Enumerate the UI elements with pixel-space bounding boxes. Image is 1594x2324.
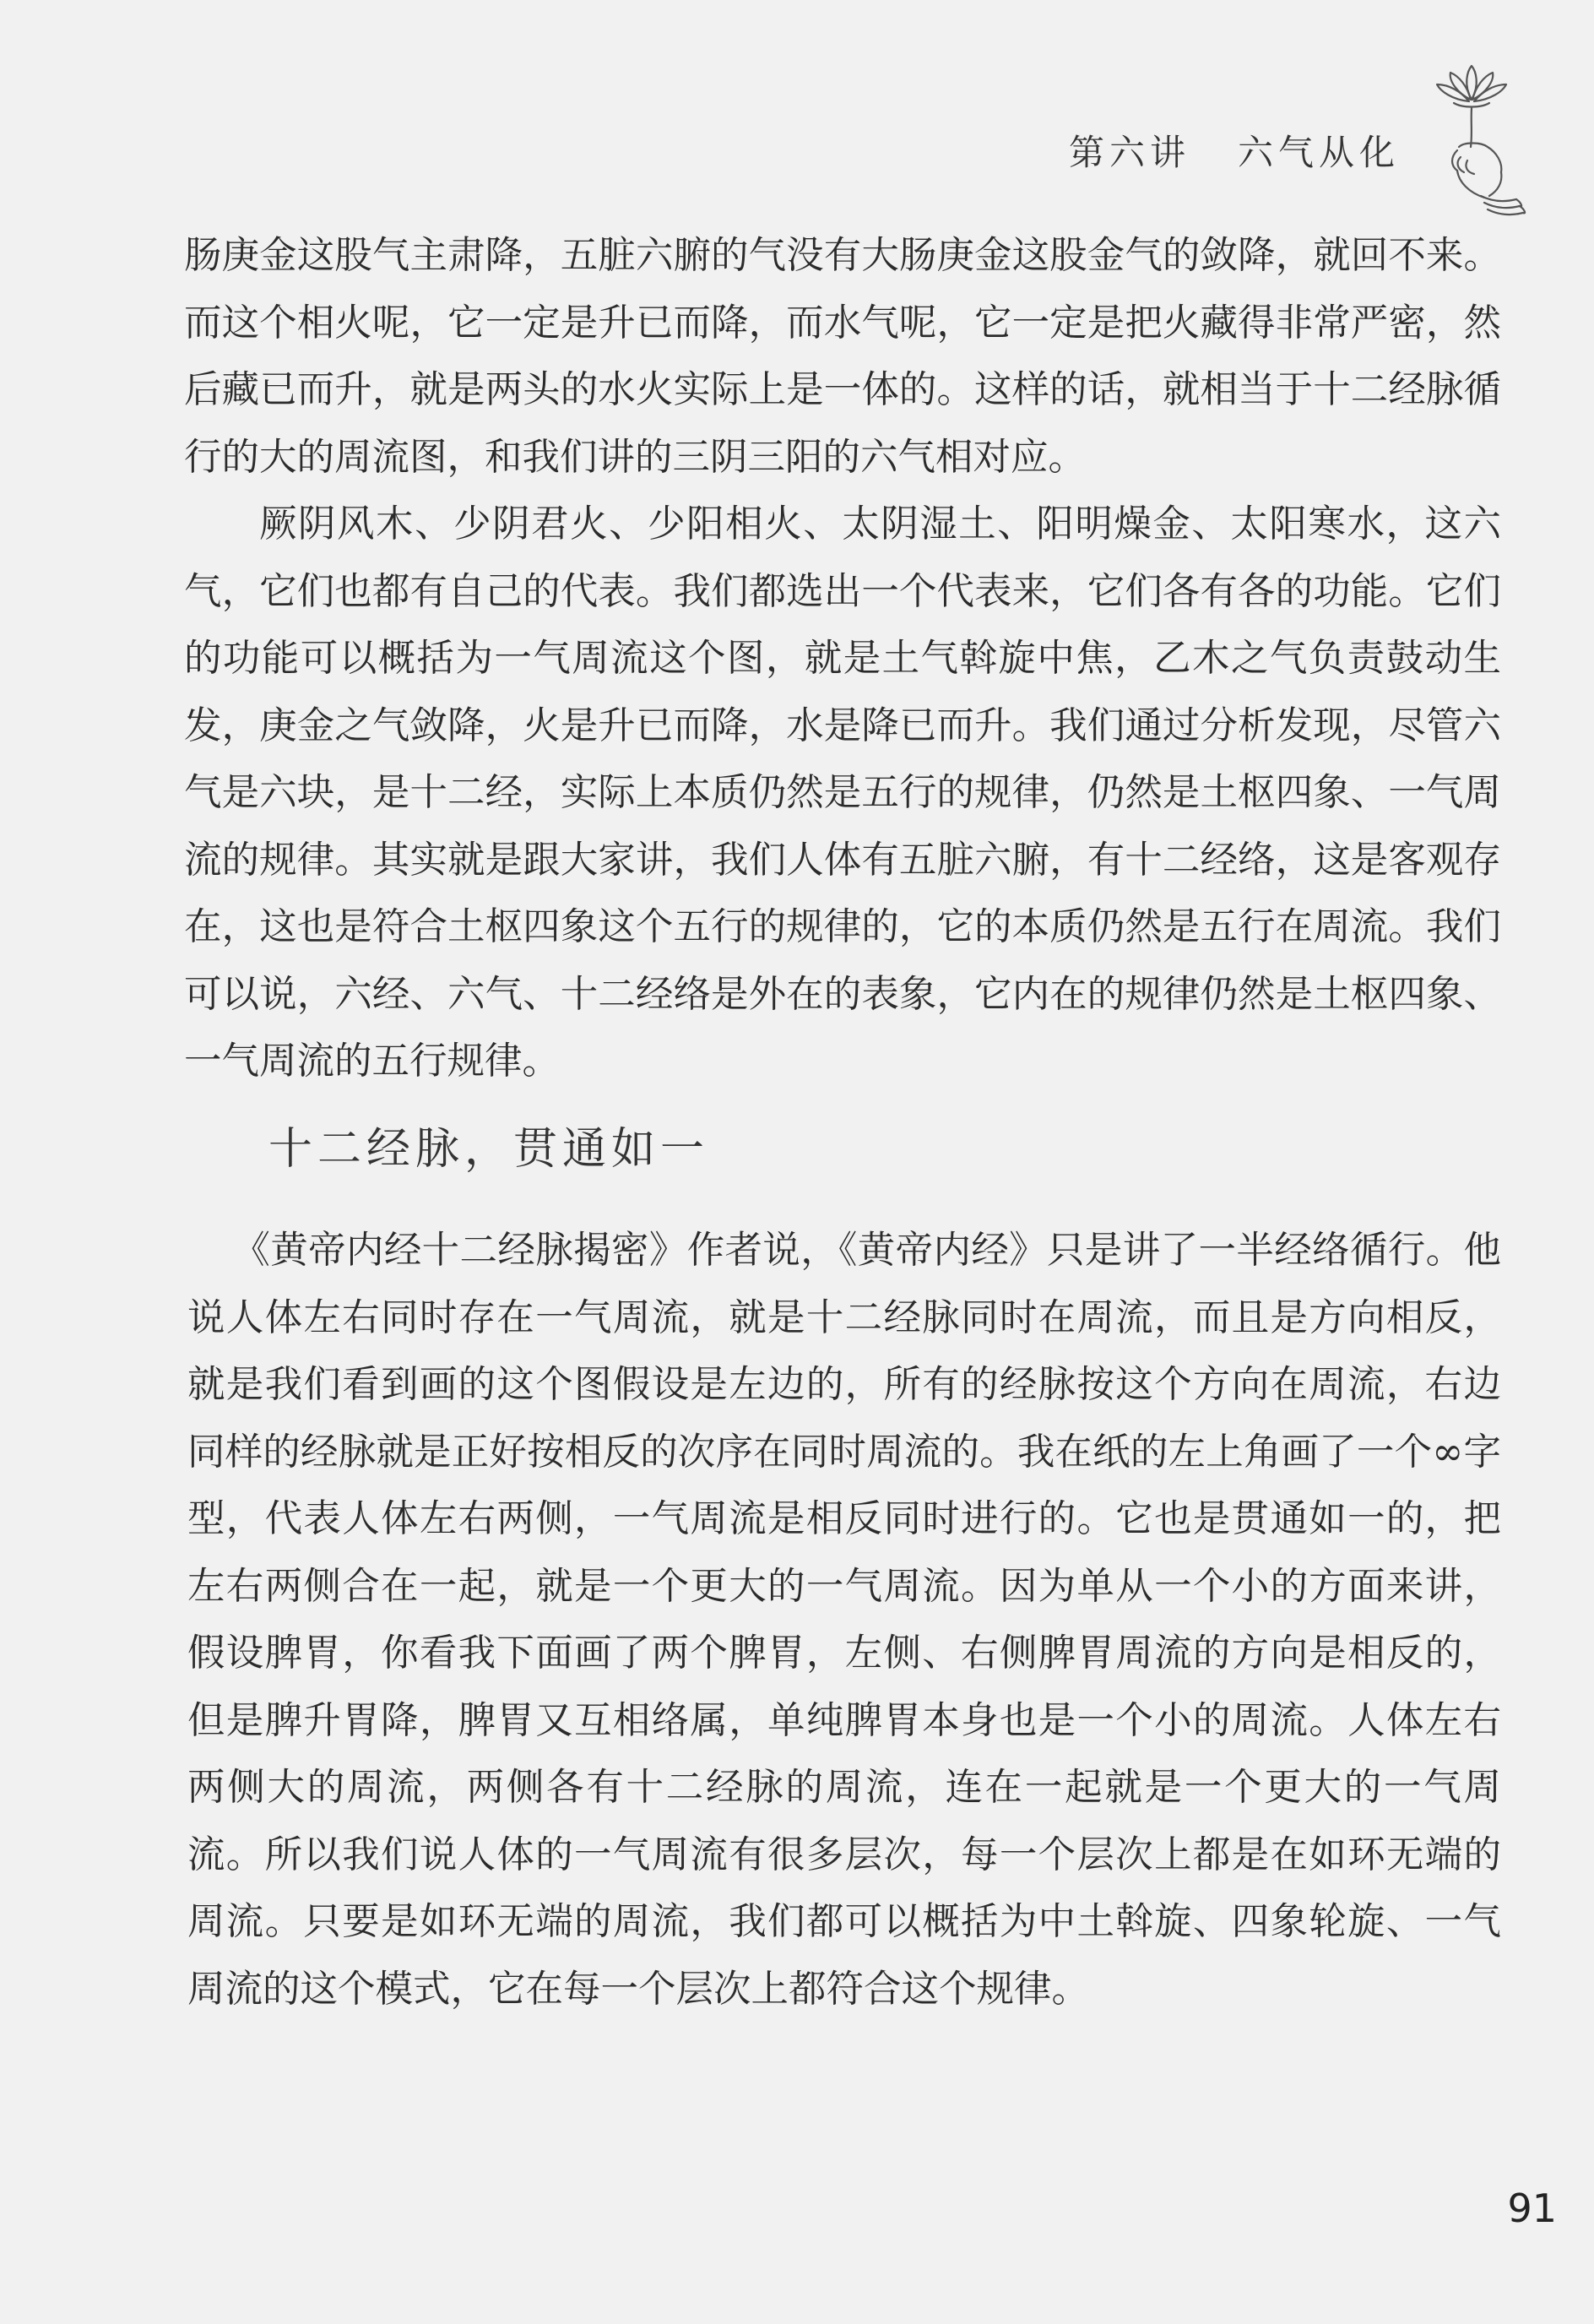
paragraph: 厥阴风木、少阴君火、少阳相火、太阴湿土、阳明燥金、太阳寒水，这六气，它们也都有自己的代表。我们都选出一个代表来，它们各有各的功能。它们的功能可以概括为一气周流这个图，就是土气斡旋中焦，乙木之气负责鼓动生发，庚金之气敛降，火是升已而降，水是降已而升。我们通过分析发现，尽管六气是六块，是十二经，实际上本质仍然是五行的规律，仍然是土枢四象、一气周流的规律。其实就是跟大家讲，我们人体有五脏六腑，有十二经络，这是客观存在，这也是符合土枢四象这个五行的规律的，它的本质仍然是五行在周流。我们可以说，六经、六气、十二经络是外在的表象，它内在的规律仍然是土枢四象、一气周流的五行规律。 bbox=[184, 502, 1501, 1083]
body-text-bottom bbox=[187, 1217, 1501, 2023]
body-text-top bbox=[184, 222, 1501, 1095]
paragraph: 肠庚金这股气主肃降，五脏六腑的气没有大肠庚金这股金气的敛降，就回不来。而这个相火呢，它一定是升已而降，而水气呢，它一定是把火藏得非常严密，然后藏已而升，就是两头的水火实际上是一体的。这样的话，就相当于十二经脉循行的大的周流图，和我们讲的三阴三阳的六气相对应。 bbox=[184, 234, 1501, 479]
section-heading: 十二经脉，贯通如一 bbox=[268, 1124, 710, 1175]
chapter-label: 第六讲 bbox=[1068, 132, 1190, 173]
chapter-title: 六气从化 bbox=[1237, 132, 1400, 173]
page-number: 91 bbox=[1507, 2186, 1557, 2231]
hand-holding-lotus-icon bbox=[1408, 59, 1535, 220]
running-header bbox=[1069, 125, 1400, 176]
paragraph: 《黄帝内经十二经脉揭密》作者说，《黄帝内经》只是讲了一半经络循行。他说人体左右同时存在一气周流，就是十二经脉同时在周流，而且是方向相反，就是我们看到画的这个图假设是左边的，所有的经脉按这个方向在周流，右边同样的经脉就是正好按相反的次序在同时周流的。我在纸的左上角画了一个∞字型，代表人体左右两侧，一气周流是相反同时进行的。它也是贯通如一的，把左右两侧合在一起，就是一个更大的一气周流。因为单从一个小的方面来讲，假设脾胃，你看我下面画了两个脾胃，左侧、右侧脾胃周流的方向是相反的，但是脾升胃降，脾胃又互相络属，单纯脾胃本身也是一个小的周流。人体左右两侧大的周流，两侧各有十二经脉的周流，连在一起就是一个更大的一气周流。所以我们说人体的一气周流有很多层次，每一个层次上都是在如环无端的周流。只要是如环无端的周流，我们都可以概括为中土斡旋、四象轮旋、一气周流的这个模式，它在每一个层次上都符合这个规律。 bbox=[187, 1229, 1501, 2011]
